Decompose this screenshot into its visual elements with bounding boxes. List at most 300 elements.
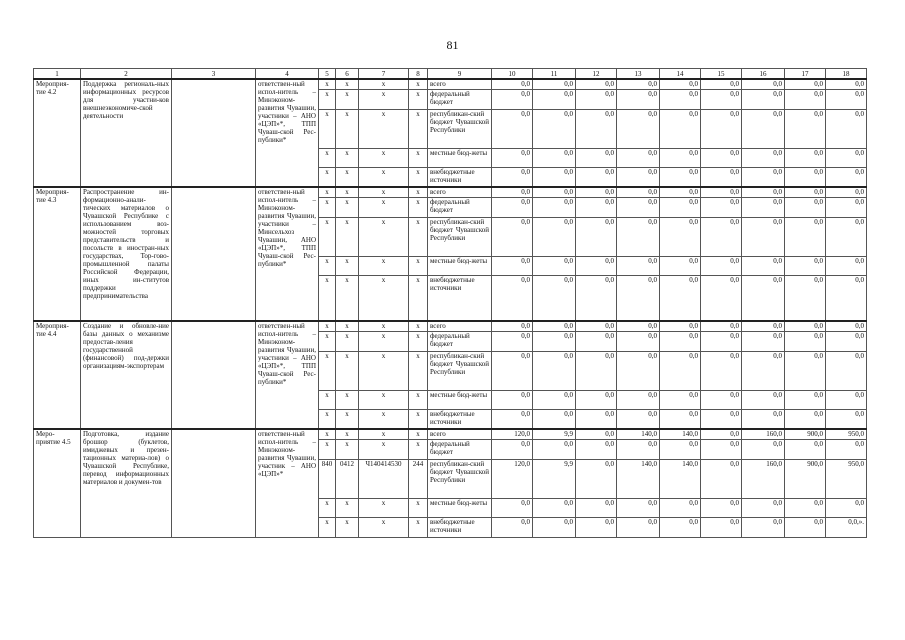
budget-code-cell: x [359,321,409,331]
amount-cell: 0,0 [617,331,660,351]
amount-cell: 0,0 [576,187,617,197]
budget-code-cell: x [336,109,359,148]
budget-code-cell: x [319,109,336,148]
page-number: 81 [446,38,459,52]
budget-allocation-table [33,68,867,538]
budget-code-cell: x [319,89,336,109]
funding-source: местные бюд-жеты [428,148,492,167]
amount-cell: 0,0 [701,256,742,275]
amount-cell: 0,0 [617,89,660,109]
budget-code-cell: x [409,409,428,429]
amount-cell: 0,0 [785,148,826,167]
amount-cell: 0,0 [576,321,617,331]
column-number-header: 9 [428,69,492,80]
column-number-header: 16 [742,69,785,80]
amount-cell: 0,0 [701,148,742,167]
amount-cell: 140,0 [617,459,660,498]
responsible-executor: ответствен-ный испол-нитель – Минэконом-развития Чувашии, участники – Минсельхоз Чувашии, АНО «ЦЭП»*, ТПП Чуваш-ской Рес-публики* [256,187,319,321]
amount-cell: 0,0 [660,148,701,167]
amount-cell: 0,0 [785,109,826,148]
budget-code-cell: x [359,439,409,459]
table-row [34,187,867,197]
funding-source: федеральный бюджет [428,439,492,459]
budget-code-cell: x [336,187,359,197]
activity-code: Мероприя-тие 4.4 [34,321,81,429]
amount-cell: 0,0 [742,439,785,459]
budget-code-cell: x [319,331,336,351]
amount-cell: 0,0 [701,459,742,498]
amount-cell: 0,0 [742,331,785,351]
amount-cell: 950,0 [826,429,867,439]
amount-cell: 0,0 [701,217,742,256]
budget-code-cell: x [409,275,428,321]
amount-cell: 0,0 [617,498,660,517]
amount-cell: 0,0 [617,351,660,390]
amount-cell: 0,0 [660,167,701,187]
column-number-header: 4 [256,69,319,80]
amount-cell: 0,0 [492,187,533,197]
amount-cell: 0,0 [785,217,826,256]
amount-cell: 0,0 [576,167,617,187]
budget-code-cell: x [336,439,359,459]
budget-code-cell: x [336,429,359,439]
amount-cell: 0,0 [576,409,617,429]
amount-cell: 0,0 [576,148,617,167]
header-row [34,69,867,80]
budget-code-cell: x [409,89,428,109]
amount-cell: 0,0 [826,256,867,275]
budget-code-cell: x [359,217,409,256]
column-number-header: 14 [660,69,701,80]
amount-cell: 0,0 [826,167,867,187]
column-number-header: 8 [409,69,428,80]
funding-source: всего [428,187,492,197]
amount-cell: 0,0 [533,390,576,409]
budget-code-cell: x [319,321,336,331]
amount-cell: 0,0 [826,409,867,429]
budget-code-cell: x [319,409,336,429]
column-number-header: 13 [617,69,660,80]
amount-cell: 0,0 [533,197,576,217]
amount-cell: 0,0 [785,351,826,390]
column-number-header: 3 [172,69,256,80]
amount-cell: 0,0 [533,409,576,429]
amount-cell: 0,0 [742,321,785,331]
activity-code: Меро-приятие 4.5 [34,429,81,537]
amount-cell: 0,0 [533,351,576,390]
amount-cell: 0,0 [742,109,785,148]
column-number-header: 10 [492,69,533,80]
amount-cell: 0,0 [660,256,701,275]
table-row [34,79,867,89]
activity-title: Распространение ин-формационно-анали-тических материалов о Чувашской Республике с использованием воз-можностей торговых представительств и посольств в иностран-ных государствах, Тор-гово-промышленной палаты Российской Федерации, иных ин-ститутов поддержки предпринимательства [81,187,172,321]
funding-source: республикан-ский бюджет Чувашской Республики [428,459,492,498]
funding-source: республикан-ский бюджет Чувашской Республики [428,109,492,148]
amount-cell: 160,0 [742,429,785,439]
amount-cell: 0,0 [576,429,617,439]
amount-cell: 0,0 [576,351,617,390]
column-number-header: 5 [319,69,336,80]
column-number-header: 6 [336,69,359,80]
amount-cell: 0,0 [617,275,660,321]
budget-code-cell: x [409,148,428,167]
budget-code-cell: x [409,498,428,517]
amount-cell: 0,0 [701,331,742,351]
amount-cell: 0,0 [785,517,826,537]
budget-code-cell: 244 [409,459,428,498]
budget-code-cell: x [336,197,359,217]
amount-cell: 900,0 [785,459,826,498]
amount-cell: 0,0 [701,517,742,537]
budget-code-cell: x [359,517,409,537]
budget-code-cell: x [409,197,428,217]
amount-cell: 9,9 [533,429,576,439]
amount-cell: 0,0 [785,167,826,187]
amount-cell: 0,0 [492,275,533,321]
budget-code-cell: x [336,148,359,167]
amount-cell: 0,0 [742,517,785,537]
amount-cell: 0,0 [742,390,785,409]
amount-cell: 140,0 [660,429,701,439]
budget-code-cell: x [409,351,428,390]
amount-cell: 0,0 [826,351,867,390]
amount-cell: 0,0 [785,409,826,429]
budget-code-cell: x [359,275,409,321]
budget-code-cell: x [409,187,428,197]
budget-code-cell: x [319,275,336,321]
amount-cell: 0,0 [701,351,742,390]
amount-cell: 0,0 [617,517,660,537]
amount-cell: 140,0 [617,429,660,439]
amount-cell: 0,0 [660,390,701,409]
amount-cell: 120,0 [492,459,533,498]
amount-cell: 0,0 [742,167,785,187]
amount-cell: 0,0 [492,331,533,351]
budget-code-cell: 840 [319,459,336,498]
column-number-header: 7 [359,69,409,80]
amount-cell: 0,0 [660,187,701,197]
budget-code-cell: x [409,517,428,537]
activity-title: Поддержка региональ-ных информационных ресурсов для участни-ков внешнеэкономиче-ской деятельности [81,79,172,187]
amount-cell: 0,0 [492,390,533,409]
budget-code-cell: x [359,109,409,148]
amount-cell: 0,0 [492,89,533,109]
amount-cell: 0,0 [576,275,617,321]
amount-cell: 0,0 [617,109,660,148]
amount-cell: 0,0 [826,79,867,89]
amount-cell: 0,0 [617,197,660,217]
amount-cell: 0,0 [533,217,576,256]
amount-cell: 0,0 [826,89,867,109]
activity-title: Подготовка, издание брошюр (буклетов, имиджевых и презен-тационных материа-лов) о Чувашской Республике, перевод информационных материалов и докумен-тов [81,429,172,537]
amount-cell: 0,0 [617,148,660,167]
amount-cell: 0,0 [617,167,660,187]
amount-cell: 0,0 [617,187,660,197]
amount-cell: 0,0 [701,197,742,217]
amount-cell: 0,0 [785,390,826,409]
amount-cell: 0,0 [742,256,785,275]
amount-cell: 0,0 [785,187,826,197]
amount-cell: 0,0 [492,197,533,217]
budget-code-cell: x [336,498,359,517]
amount-cell: 0,0 [492,351,533,390]
amount-cell: 0,0 [660,409,701,429]
amount-cell: 0,0 [533,517,576,537]
activity-code: Мероприя-тие 4.2 [34,79,81,187]
budget-code-cell: x [319,429,336,439]
amount-cell: 0,0 [576,89,617,109]
amount-cell: 0,0 [701,439,742,459]
budget-code-cell: x [359,79,409,89]
amount-cell: 0,0 [492,517,533,537]
funding-source: республикан-ский бюджет Чувашской Республики [428,217,492,256]
amount-cell: 0,0 [492,79,533,89]
amount-cell: 0,0 [533,79,576,89]
funding-source: федеральный бюджет [428,89,492,109]
budget-code-cell: Ч140414530 [359,459,409,498]
budget-code-cell: x [409,167,428,187]
empty-cell [172,321,256,429]
funding-source: федеральный бюджет [428,331,492,351]
amount-cell: 120,0 [492,429,533,439]
funding-source: внебюджетные источники [428,275,492,321]
amount-cell: 0,0 [660,275,701,321]
activity-title: Создание и обновле-ние базы данных о механизме предостав-ления государственной (финансовой) под-держки организациям-экспортерам [81,321,172,429]
amount-cell: 950,0 [826,459,867,498]
budget-code-cell: x [409,439,428,459]
budget-code-cell: x [336,517,359,537]
amount-cell: 0,0 [660,439,701,459]
amount-cell: 0,0 [660,331,701,351]
amount-cell: 0,0 [576,331,617,351]
budget-code-cell: x [319,217,336,256]
table-row [34,321,867,331]
empty-cell [172,429,256,537]
amount-cell: 0,0 [826,390,867,409]
amount-cell: 0,0 [742,148,785,167]
budget-code-cell: x [319,187,336,197]
amount-cell: 0,0 [617,321,660,331]
funding-source: внебюджетные источники [428,517,492,537]
amount-cell: 0,0 [660,109,701,148]
budget-code-cell: x [336,331,359,351]
amount-cell: 0,0 [533,331,576,351]
amount-cell: 0,0 [785,321,826,331]
budget-code-cell: x [359,197,409,217]
amount-cell: 0,0 [492,217,533,256]
amount-cell: 0,0 [742,498,785,517]
amount-cell: 0,0 [660,498,701,517]
amount-cell: 0,0 [492,439,533,459]
amount-cell: 0,0 [785,498,826,517]
amount-cell: 0,0 [492,256,533,275]
amount-cell: 0,0 [492,167,533,187]
budget-code-cell: x [336,275,359,321]
amount-cell: 0,0 [492,109,533,148]
budget-code-cell: x [319,351,336,390]
amount-cell: 0,0,». [826,517,867,537]
amount-cell: 0,0 [533,167,576,187]
budget-code-cell: x [359,256,409,275]
amount-cell: 0,0 [576,517,617,537]
amount-cell: 0,0 [533,187,576,197]
amount-cell: 0,0 [701,109,742,148]
budget-code-cell: x [409,321,428,331]
budget-code-cell: x [336,256,359,275]
amount-cell: 0,0 [701,321,742,331]
amount-cell: 0,0 [826,197,867,217]
budget-code-cell: x [336,390,359,409]
budget-code-cell: x [409,331,428,351]
budget-code-cell: x [409,429,428,439]
amount-cell: 0,0 [660,517,701,537]
amount-cell: 0,0 [785,256,826,275]
amount-cell: 0,0 [533,109,576,148]
funding-source: местные бюд-жеты [428,390,492,409]
responsible-executor: ответствен-ный испол-нитель – Минэконом-развития Чувашии, участники – АНО «ЦЭП»*, ТПП Чуваш-ской Рес-публики* [256,79,319,187]
budget-code-cell: x [319,197,336,217]
funding-source: всего [428,429,492,439]
amount-cell: 0,0 [826,439,867,459]
amount-cell: 0,0 [826,275,867,321]
funding-source: всего [428,321,492,331]
amount-cell: 0,0 [785,331,826,351]
budget-code-cell: x [336,167,359,187]
budget-code-cell: x [359,409,409,429]
budget-code-cell: x [319,256,336,275]
amount-cell: 0,0 [701,390,742,409]
funding-source: республикан-ский бюджет Чувашской Республики [428,351,492,390]
amount-cell: 0,0 [576,217,617,256]
budget-code-cell: x [336,321,359,331]
budget-code-cell: x [409,109,428,148]
amount-cell: 0,0 [617,256,660,275]
budget-code-cell: x [336,409,359,429]
budget-code-cell: x [359,351,409,390]
amount-cell: 0,0 [617,79,660,89]
budget-code-cell: x [359,331,409,351]
budget-code-cell: x [409,79,428,89]
budget-code-cell: x [319,167,336,187]
amount-cell: 0,0 [492,321,533,331]
amount-cell: 0,0 [576,390,617,409]
funding-source: местные бюд-жеты [428,256,492,275]
amount-cell: 0,0 [660,89,701,109]
amount-cell: 0,0 [576,498,617,517]
amount-cell: 0,0 [617,217,660,256]
amount-cell: 0,0 [826,321,867,331]
funding-source: всего [428,79,492,89]
amount-cell: 0,0 [785,275,826,321]
budget-code-cell: x [359,89,409,109]
column-number-header: 15 [701,69,742,80]
amount-cell: 0,0 [826,498,867,517]
amount-cell: 0,0 [826,109,867,148]
amount-cell: 0,0 [701,187,742,197]
amount-cell: 0,0 [576,109,617,148]
amount-cell: 0,0 [785,197,826,217]
amount-cell: 0,0 [701,275,742,321]
responsible-executor: ответствен-ный испол-нитель – Минэконом-развития Чувашии, участник – АНО «ЦЭП»* [256,429,319,537]
amount-cell: 0,0 [742,89,785,109]
amount-cell: 0,0 [660,217,701,256]
amount-cell: 140,0 [660,459,701,498]
amount-cell: 0,0 [576,439,617,459]
amount-cell: 0,0 [701,429,742,439]
budget-code-cell: x [319,517,336,537]
amount-cell: 0,0 [533,439,576,459]
amount-cell: 0,0 [660,197,701,217]
amount-cell: 0,0 [826,148,867,167]
amount-cell: 9,9 [533,459,576,498]
empty-cell [172,187,256,321]
amount-cell: 0,0 [533,256,576,275]
budget-code-cell: 0412 [336,459,359,498]
amount-cell: 0,0 [576,79,617,89]
responsible-executor: ответствен-ный испол-нитель – Минэконом-развития Чувашии, участники – АНО «ЦЭП»*, ТПП Чуваш-ской Рес-публики* [256,321,319,429]
budget-code-cell: x [409,256,428,275]
amount-cell: 0,0 [785,89,826,109]
amount-cell: 0,0 [785,79,826,89]
amount-cell: 0,0 [617,409,660,429]
amount-cell: 0,0 [617,439,660,459]
budget-code-cell: x [359,498,409,517]
amount-cell: 0,0 [533,321,576,331]
amount-cell: 0,0 [617,390,660,409]
budget-code-cell: x [336,217,359,256]
budget-code-cell: x [319,148,336,167]
budget-code-cell: x [319,498,336,517]
budget-code-cell: x [359,390,409,409]
amount-cell: 0,0 [701,409,742,429]
amount-cell: 0,0 [533,148,576,167]
budget-code-cell: x [359,187,409,197]
amount-cell: 0,0 [492,409,533,429]
funding-source: федеральный бюджет [428,197,492,217]
amount-cell: 0,0 [492,498,533,517]
amount-cell: 0,0 [742,197,785,217]
amount-cell: 0,0 [533,498,576,517]
amount-cell: 0,0 [660,321,701,331]
amount-cell: 0,0 [826,217,867,256]
activity-code: Мероприя-тие 4.3 [34,187,81,321]
column-number-header: 11 [533,69,576,80]
amount-cell: 900,0 [785,429,826,439]
amount-cell: 0,0 [826,331,867,351]
amount-cell: 0,0 [533,89,576,109]
amount-cell: 0,0 [742,187,785,197]
budget-code-cell: x [359,148,409,167]
amount-cell: 0,0 [576,197,617,217]
budget-code-cell: x [319,390,336,409]
funding-source: внебюджетные источники [428,167,492,187]
funding-source: внебюджетные источники [428,409,492,429]
amount-cell: 0,0 [576,256,617,275]
budget-code-cell: x [359,167,409,187]
funding-source: местные бюд-жеты [428,498,492,517]
column-number-header: 18 [826,69,867,80]
budget-code-cell: x [336,351,359,390]
budget-code-cell: x [319,439,336,459]
amount-cell: 0,0 [742,351,785,390]
amount-cell: 0,0 [701,167,742,187]
budget-code-cell: x [319,79,336,89]
amount-cell: 0,0 [826,187,867,197]
column-number-header: 17 [785,69,826,80]
empty-cell [172,79,256,187]
budget-code-cell: x [336,89,359,109]
amount-cell: 0,0 [701,89,742,109]
